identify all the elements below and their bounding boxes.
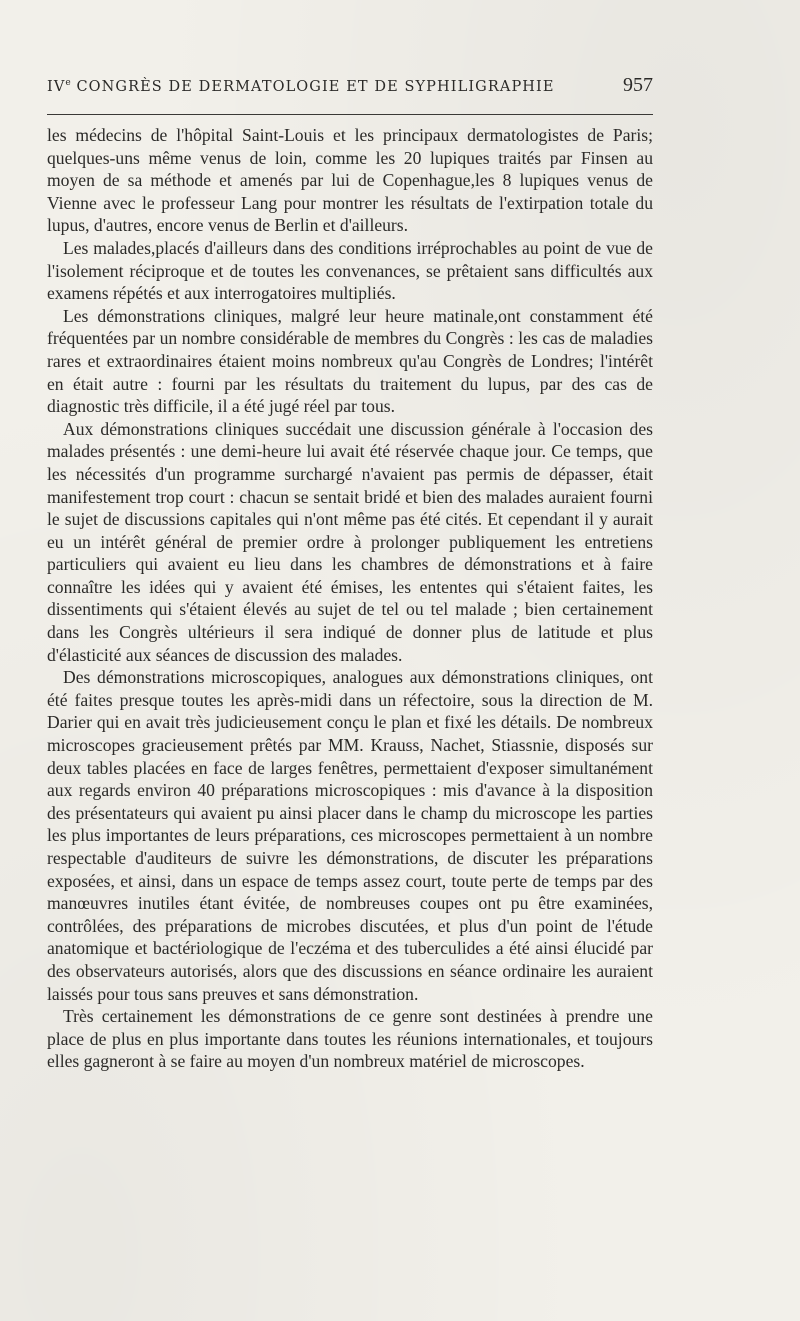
- paragraph: Les démonstrations cliniques, malgré leur heure matinale,ont constamment été fréquentées par un nombre considérable de membres du Congrès : les cas de maladies rares et extraordinaires étaient moins nombreux qu'au Congrès de Londres; l'intérêt en était autre : fourni par les résultats du traitement du lupus, par des cas de diagnostic très difficile, il a été jugé réel par tous.: [47, 305, 653, 417]
- running-title-text: CONGRÈS DE DERMATOLOGIE ET DE SYPHILIGRAPHIE: [70, 79, 555, 95]
- running-title-ordinal-sup: e: [65, 78, 71, 88]
- running-title: [47, 78, 555, 95]
- running-header: [47, 74, 653, 104]
- paragraph: les médecins de l'hôpital Saint-Louis et les principaux dermatologistes de Paris; quelques-uns même venus de loin, comme les 20 lupiques traités par Finsen au moyen de sa méthode et amenés par lui de Copenhague,les 8 lupiques venus de Vienne avec le professeur Lang pour montrer les résultats de l'extirpation totale du lupus, d'autres, encore venus de Berlin et d'ailleurs.: [47, 125, 653, 236]
- paragraph: Très certainement les démonstrations de ce genre sont destinées à prendre une place de plus en plus importante dans toutes les réunions internationales, et toujours elles gagneront à se faire au moyen d'un nombreux matériel de microscopes.: [47, 1006, 653, 1072]
- header-rule: [47, 114, 653, 115]
- paragraph: Des démonstrations microscopiques, analogues aux démonstrations cliniques, ont été faites presque toutes les après-midi dans un réfectoire, sous la direction de M. Darier qui en avait très judicieusement conçu le plan et fixé les détails. De nombreux microscopes gracieusement prêtés par MM. Krauss, Nachet, Stiassnie, disposés sur deux tables placées en face de larges fenêtres, permettaient d'exposer simultanément aux regards environ 40 préparations microscopiques : mis d'avance à la disposition des présentateurs qui avaient pu ainsi placer dans le champ du microscope les parties les plus importantes de leurs préparations, ces microscopes permettaient à un nombre respectable d'auditeurs de suivre les démonstrations, de discuter les préparations exposées, et ainsi, dans un espace de temps assez court, toute perte de temps par des manœuvres inutiles étant évitée, de nombreuses coupes ont pu être examinées, contrôlées, des préparations de microbes discutées, et plus d'un point de l'étude anatomique et bactériologique de l'eczéma et des tuberculides a été ainsi élucidé par des observateurs autorisés, alors que des discussions en séance ordinaire les auraient laissés pour tous sans preuves et sans démonstration.: [47, 667, 653, 1004]
- body-text: [47, 124, 653, 1073]
- running-title-ordinal: IV: [47, 79, 66, 95]
- paragraph: Aux démonstrations cliniques succédait une discussion générale à l'occasion des malades présentés : une demi-heure lui avait été réservée chaque jour. Ce temps, que les nécessités d'un programme surchargé n'avaient pas permis de dépasser, était manifestement trop court : chacun se sentait bridé et bien des malades auraient fourni le sujet de discussions capitales qui n'ont même pas été cités. Et cependant il y aurait eu un intérêt général de premier ordre à prolonger publiquement les entretiens particuliers qui avaient eu lieu dans les chambres de démonstrations et à faire connaître les idées qui y avaient été émises, les ententes qui s'étaient faites, les dissentiments qui s'étaient élevés au sujet de tel ou tel malade ; bien certainement dans les Congrès ultérieurs il sera indiqué de donner plus de latitude et plus d'élasticité aux séances de discussion des malades.: [47, 418, 653, 665]
- paragraph: Les malades,placés d'ailleurs dans des conditions irréprochables au point de vue de l'isolement réciproque et de toutes les convenances, se prêtaient sans difficultés aux examens répétés et aux interrogatoires multipliés.: [47, 237, 653, 304]
- page-number: 957: [623, 74, 653, 96]
